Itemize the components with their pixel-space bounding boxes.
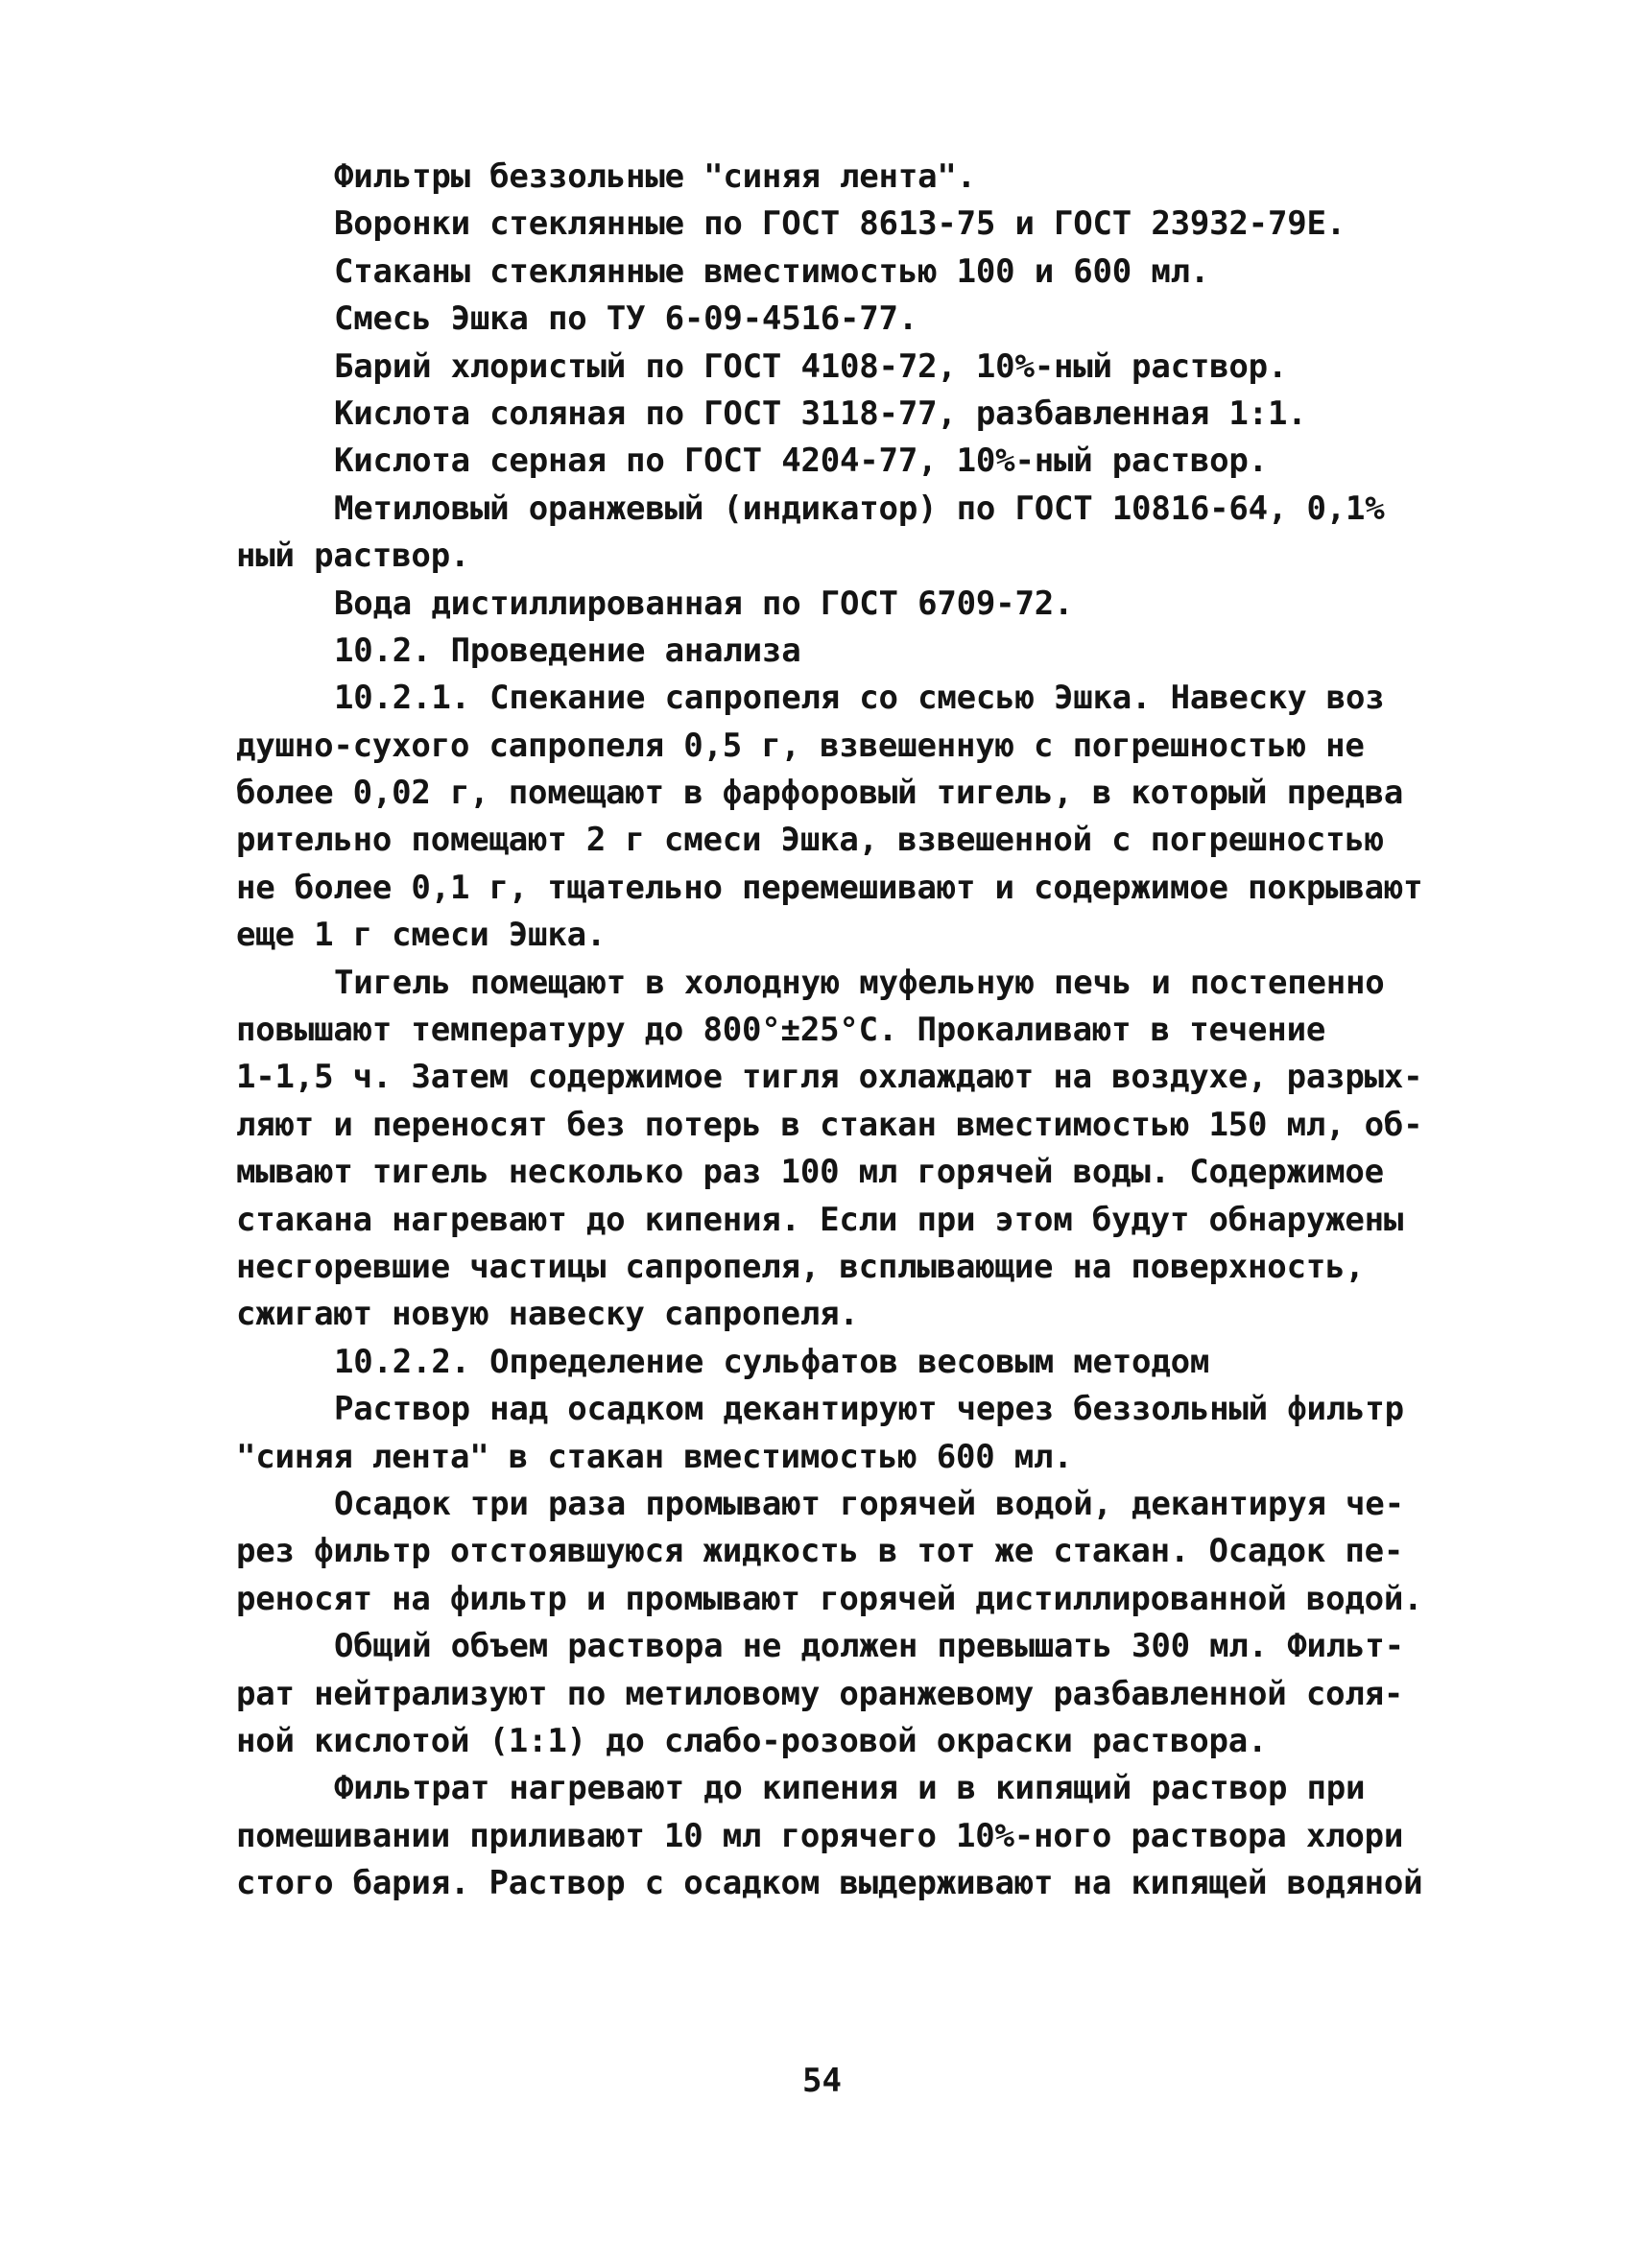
text-line: "синяя лента" в стакан вместимостью 600 мл. (236, 1437, 1073, 1476)
text-line: 10.2.1. Спекание сапропеля со смесью Эшка. Навеску воз (334, 679, 1385, 718)
page-number: 54 (802, 2062, 842, 2100)
text-line: повышают температуру до 800°±25°С. Прокаливают в течение (236, 1011, 1326, 1050)
text-line: душно-сухого сапропеля 0,5 г, взвешенную с погрешностью не (236, 726, 1365, 765)
text-line: стого бария. Раствор с осадком выдерживают на кипящей водяной (236, 1864, 1423, 1903)
text-line: Осадок три раза промывают горячей водой, декантируя че- (334, 1484, 1404, 1523)
text-line: Метиловый оранжевый (индикатор) по ГОСТ 10816-64, 0,1% (334, 489, 1385, 528)
text-line: Стаканы стеклянные вместимостью 100 и 600 мл. (334, 251, 1210, 291)
text-line: Воронки стеклянные по ГОСТ 8613-75 и ГОСТ 23932-79Е. (334, 204, 1346, 244)
text-line: 1-1,5 ч. Затем содержимое тигля охлаждают на воздухе, разрых- (236, 1058, 1423, 1097)
text-line: Вода дистиллированная по ГОСТ 6709-72. (334, 584, 1074, 623)
text-line: рат нейтрализуют по метиловому оранжевому разбавленной соля- (236, 1674, 1404, 1713)
text-line: ляют и переносят без потерь в стакан вместимостью 150 мл, об- (236, 1105, 1423, 1144)
text-line: реносят на фильтр и промывают горячей дистиллированной водой. (236, 1579, 1423, 1618)
text-line: мывают тигель несколько раз 100 мл горячей воды. Содержимое (236, 1153, 1384, 1192)
text-line: ный раствор. (236, 537, 470, 576)
text-line: рез фильтр отстоявшуюся жидкость в тот же стакан. Осадок пе- (236, 1532, 1404, 1571)
text-line: Тигель помещают в холодную муфельную печь и постепенно (334, 963, 1385, 1002)
text-line: помешивании приливают 10 мл горячего 10%-ного раствора хлори (236, 1816, 1404, 1855)
text-line: не более 0,1 г, тщательно перемешивают и содержимое покрывают (236, 868, 1423, 907)
text-line: Кислота соляная по ГОСТ 3118-77, разбавленная 1:1. (334, 394, 1307, 433)
text-line: несгоревшие частицы сапропеля, всплывающие на поверхность, (236, 1247, 1365, 1286)
document-body (236, 154, 1455, 1907)
text-line: Фильтрат нагревают до кипения и в кипящий раствор при (334, 1769, 1366, 1808)
text-line: стакана нагревают до кипения. Если при этом будут обнаружены (236, 1200, 1404, 1239)
text-line: рительно помещают 2 г смеси Эшка, взвешенной с погрешностью (236, 821, 1384, 860)
text-line: Общий объем раствора не должен превышать 300 мл. Фильт- (334, 1627, 1404, 1666)
text-line: ной кислотой (1:1) до слабо-розовой окраски раствора. (236, 1721, 1268, 1760)
text-line: Смесь Эшка по ТУ 6-09-4516-77. (334, 299, 918, 339)
text-line: 10.2.2. Определение сульфатов весовым методом (334, 1342, 1210, 1381)
text-line: более 0,02 г, помещают в фарфоровый тигель, в который предва (236, 774, 1404, 813)
text-line: Барий хлористый по ГОСТ 4108-72, 10%-ный раствор. (334, 346, 1288, 386)
text-line: Раствор над осадком декантируют через беззольный фильтр (334, 1390, 1404, 1429)
text-line: сжигают новую навеску сапропеля. (236, 1295, 859, 1334)
text-line: Кислота серная по ГОСТ 4204-77, 10%-ный раствор. (334, 442, 1268, 481)
text-line: 10.2. Проведение анализа (334, 631, 801, 670)
text-line: Фильтры беззольные "синяя лента". (334, 157, 976, 196)
text-line: еще 1 г смеси Эшка. (236, 916, 607, 955)
